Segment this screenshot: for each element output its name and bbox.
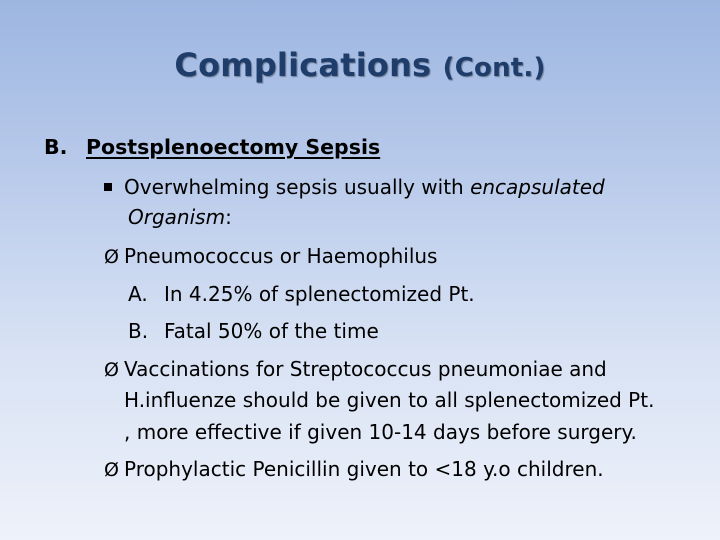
bullet-item-continuation bbox=[128, 203, 232, 231]
section-heading-text: Postsplenoectomy Sepsis bbox=[86, 135, 381, 159]
arrow-item bbox=[104, 455, 604, 484]
sub-list-item bbox=[128, 280, 475, 308]
arrow-item bbox=[104, 355, 607, 384]
sub-list-text: In 4.25% of splenectomized Pt. bbox=[164, 282, 475, 306]
sub-list-item bbox=[128, 317, 379, 345]
arrow-item-text: Vaccinations for Streptococcus pneumoniae and bbox=[124, 357, 607, 381]
arrow-item bbox=[104, 242, 437, 271]
bullet-text-italic-2: Organism bbox=[128, 205, 226, 229]
arrow-bullet-icon: Ø bbox=[104, 246, 119, 268]
sub-list-text: Fatal 50% of the time bbox=[164, 319, 379, 343]
arrow-bullet-icon: Ø bbox=[104, 359, 119, 381]
square-bullet-icon bbox=[104, 183, 112, 191]
title-sub: (Cont.) bbox=[442, 53, 546, 83]
section-marker: B. bbox=[44, 135, 68, 159]
title-main: Complications bbox=[174, 46, 432, 84]
arrow-bullet-icon: Ø bbox=[104, 459, 119, 481]
section-heading bbox=[44, 135, 380, 159]
bullet-text-italic-1: encapsulated bbox=[470, 175, 605, 199]
sub-list-marker: B. bbox=[128, 319, 149, 343]
arrow-item-continuation: H.influenze should be given to all splenectomized Pt. bbox=[124, 388, 655, 412]
arrow-item-text: Prophylactic Penicillin given to <18 y.o children. bbox=[124, 457, 604, 481]
arrow-item-text: Pneumococcus or Haemophilus bbox=[124, 244, 438, 268]
slide-title bbox=[0, 46, 720, 84]
sub-list-marker: A. bbox=[128, 282, 148, 306]
bullet-text-a: Overwhelming sepsis usually with bbox=[124, 175, 471, 199]
bullet-item bbox=[104, 173, 605, 201]
bullet-text-b: : bbox=[225, 205, 232, 229]
arrow-item-continuation: , more effective if given 10-14 days before surgery. bbox=[124, 420, 637, 444]
